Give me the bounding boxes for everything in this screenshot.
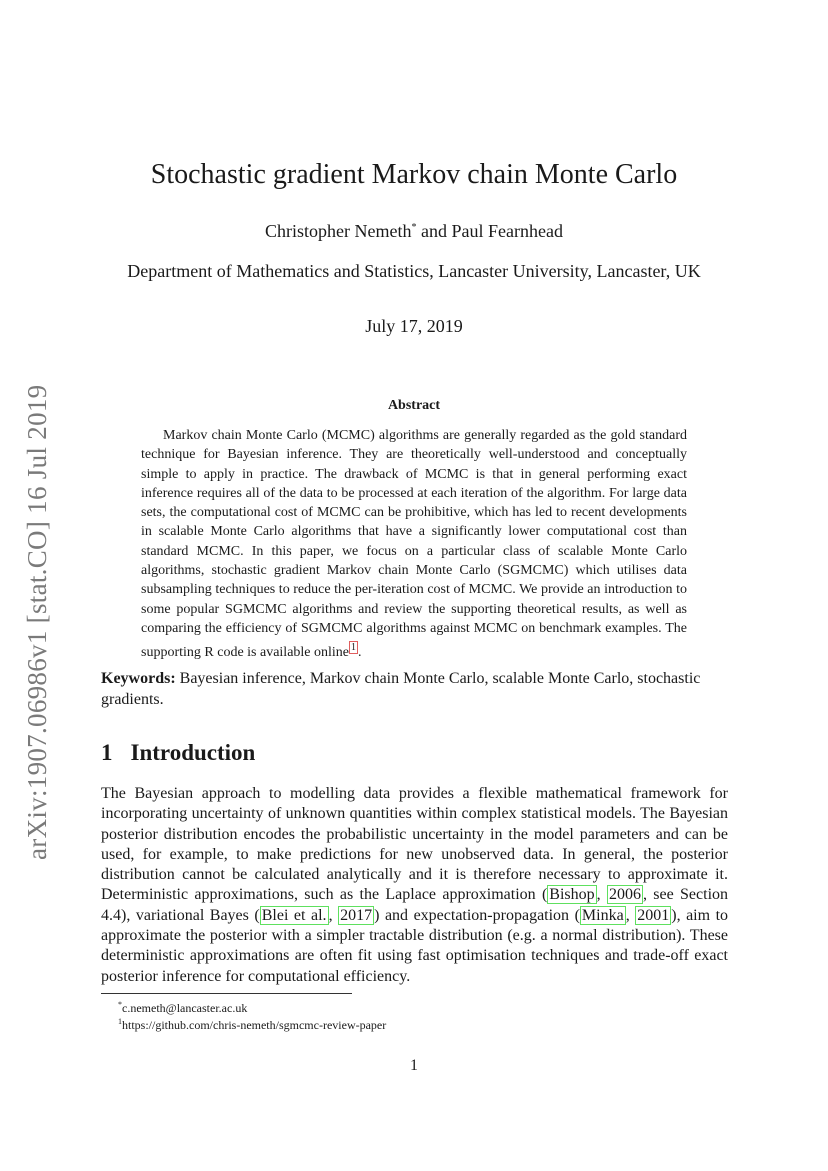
section-title: Introduction [130,740,256,765]
intro-text-2: , see Section 4.4), variational Bayes ( [101,886,729,924]
footnote-link-1[interactable]: 1 [351,642,357,654]
intro-text-3: ) and expectation-propagation ( [374,906,580,924]
citation-bishop-year[interactable]: 2006 [608,886,641,904]
citation-minka-author[interactable]: Minka [581,906,624,924]
citation-sep-2: , [328,906,339,924]
footnote-code-url [118,1014,386,1033]
abstract-end-punct: . [358,645,362,661]
abstract-body-text: Markov chain Monte Carlo (MCMC) algorithms are generally regarded as the gold standard technique for Bayesian inference. They are theoretically well-understood and conceptually simple to apply in practice. The drawback of MCMC is that in general performing exact inference requires all of the data to be processed at each iteration of the algorithm. For large data sets, the computational cost of MCMC can be prohibitive, which has led to recent developments in scalable Monte Carlo algorithms that have a significantly lower computational cost than standard MCMC. In this paper, we focus on a particular class of scalable Monte Carlo algorithms, stochastic gradient Markov chain Monte Carlo (SGMCMC) which utilises data subsampling techniques to reduce the per-iteration cost of MCMC. We provide an introduction to some popular SGMCMC algorithms and review the supporting theoretical results, as well as comparing the efficiency of SGMCMC algorithms against MCMC on benchmark examples. The supporting R code is available online [141,428,687,661]
author-first: Christopher Nemeth [265,221,412,241]
publication-date: July 17, 2019 [365,316,463,336]
footnote-divider [101,993,352,994]
footnote-email-text: c.nemeth@lancaster.ac.uk [122,1001,248,1015]
keywords-label: Keywords: [101,670,176,687]
author-footnote-mark[interactable]: * [411,222,417,233]
citation-blei-year[interactable]: 2017 [340,906,373,924]
introduction-paragraph [101,784,728,987]
section-number: 1 [101,740,113,765]
citation-sep-3: , [625,906,636,924]
arxiv-identifier-stamp: arXiv:1907.06986v1 [stat.CO] 16 Jul 2019 [22,384,52,860]
footnote-url-text: https://github.com/chris-nemeth/sgmcmc-review-paper [122,1018,387,1032]
keywords [101,668,728,710]
citation-bishop-author[interactable]: Bishop [549,886,595,904]
author-rest: and Paul Fearnhead [416,221,563,241]
citation-blei-author[interactable]: Blei et al. [261,906,327,924]
keywords-text: Bayesian inference, Markov chain Monte Carlo, scalable Monte Carlo, stochastic gradients. [101,670,701,708]
authors-line [0,216,828,243]
abstract-heading: Abstract [387,398,441,413]
footnote-mark-star: * [118,1000,122,1009]
citation-sep-1: , [596,886,607,904]
intro-text-1: The Bayesian approach to modelling data provides a flexible mathematical framework for incorporating uncertainty of unknown quantities within complex statistical models. The Bayesian posterior distribution encodes the probabilistic uncertainty in the model parameters and can be used, for example, to make predictions for new unobserved data. In general, the posterior distribution cannot be calculated analytically and it is therefore necessary to approximate it. Deterministic approximations, such as the Laplace approximation ( [101,785,728,904]
paper-title: Stochastic gradient Markov chain Monte Carlo [150,159,678,190]
section-heading-introduction [101,738,255,768]
abstract-text [141,426,687,663]
intro-text-4: ), aim to approximate the posterior with a simpler tractable distribution (e.g. a normal distribution). These deterministic approximations are often fit using fast optimisation techniques and trade-off exact posterior inference for computational efficiency. [101,906,729,985]
page-number: 1 [410,1057,418,1074]
affiliation: Department of Mathematics and Statistics, Lancaster University, Lancaster, UK [127,261,701,281]
footnote-mark-1: 1 [118,1017,122,1026]
citation-minka-year[interactable]: 2001 [637,906,670,924]
